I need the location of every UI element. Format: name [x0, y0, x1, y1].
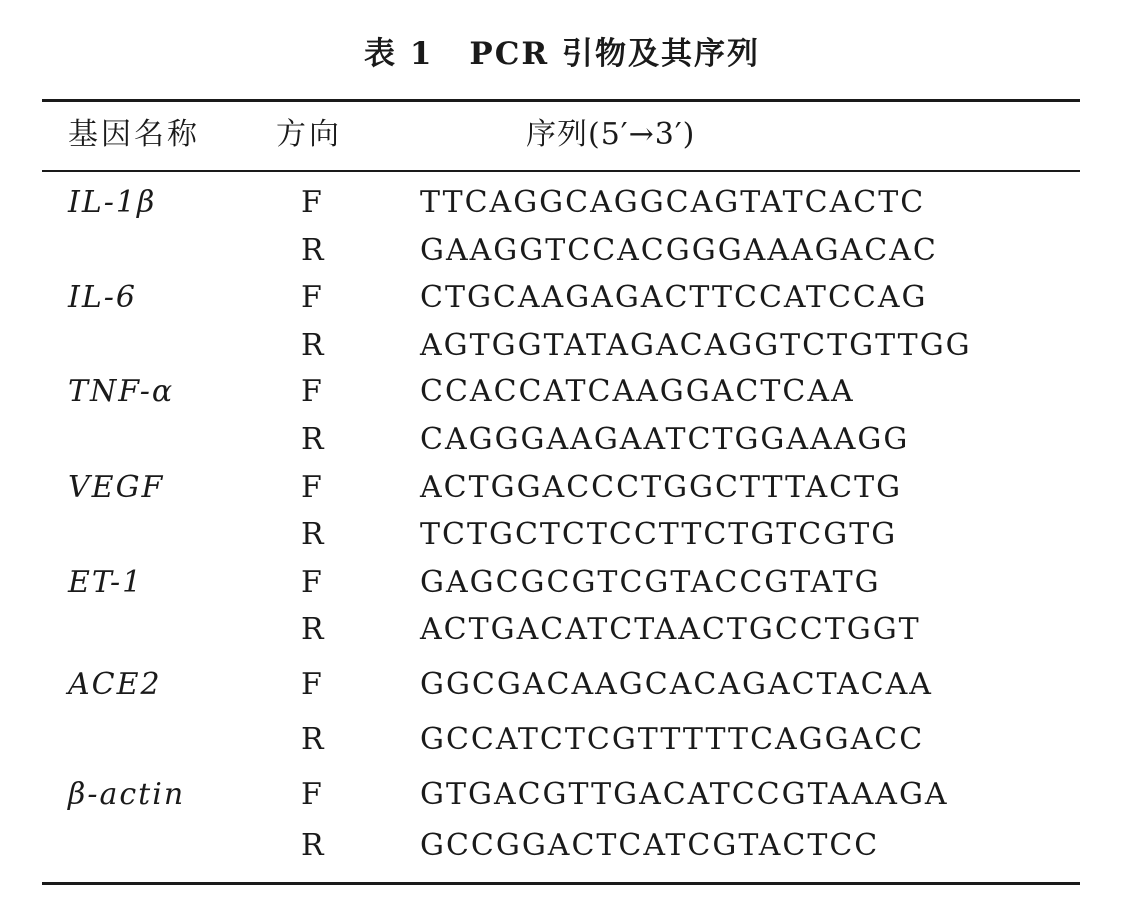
- table-number: 表 1: [364, 36, 434, 72]
- bottom-rule: [42, 882, 1080, 885]
- table-caption: PCR 引物及其序列: [469, 36, 760, 72]
- table-title: [0, 28, 1124, 73]
- gene-name: ACE2: [68, 667, 162, 702]
- primer-sequence: CCACCATCAAGGACTCAA: [420, 374, 855, 409]
- primer-sequence: GCCGGACTCATCGTACTCC: [420, 828, 880, 863]
- primer-sequence: GGCGACAAGCACAGACTACAA: [420, 667, 933, 702]
- gene-name: TNF-α: [68, 374, 175, 409]
- primer-direction: R: [301, 517, 324, 552]
- header-gene-name: 基因名称: [68, 117, 200, 152]
- primer-direction: F: [301, 374, 322, 409]
- primer-sequence: CTGCAAGAGACTTCCATCCAG: [420, 280, 928, 315]
- primer-sequence: GAGCGCGTCGTACCGTATG: [420, 565, 881, 600]
- header-rule: [42, 170, 1080, 172]
- top-rule: [42, 99, 1080, 102]
- primer-direction: R: [301, 233, 324, 268]
- primer-sequence: CAGGGAAGAATCTGGAAAGG: [420, 422, 910, 457]
- gene-name: IL-6: [68, 280, 137, 315]
- primer-direction: F: [301, 667, 322, 702]
- primer-sequence: AGTGGTATAGACAGGTCTGTTGG: [420, 328, 972, 363]
- primer-direction: R: [301, 328, 324, 363]
- primer-direction: F: [301, 777, 322, 812]
- gene-name: VEGF: [68, 470, 165, 505]
- primer-sequence: TTCAGGCAGGCAGTATCACTC: [420, 185, 926, 220]
- gene-name: ET-1: [68, 565, 144, 600]
- gene-name: β-actin: [68, 777, 186, 812]
- header-direction: 方向: [276, 117, 342, 152]
- primer-direction: R: [301, 612, 324, 647]
- primer-sequence: GAAGGTCCACGGGAAAGACAC: [420, 233, 938, 268]
- primer-sequence: GTGACGTTGACATCCGTAAAGA: [420, 777, 949, 812]
- gene-name: IL-1β: [68, 185, 157, 220]
- primer-direction: F: [301, 565, 322, 600]
- header-sequence: 序列(5′→3′): [526, 117, 696, 152]
- primer-direction: F: [301, 280, 322, 315]
- primer-direction: F: [301, 470, 322, 505]
- primer-direction: R: [301, 722, 324, 757]
- primer-sequence: ACTGACATCTAACTGCCTGGT: [420, 612, 921, 647]
- primer-direction: R: [301, 422, 324, 457]
- primer-sequence: GCCATCTCGTTTTTCAGGACC: [420, 722, 925, 757]
- primer-sequence: ACTGGACCCTGGCTTTACTG: [420, 470, 903, 505]
- primer-direction: F: [301, 185, 322, 220]
- primer-direction: R: [301, 828, 324, 863]
- primer-sequence: TCTGCTCTCCTTCTGTCGTG: [420, 517, 898, 552]
